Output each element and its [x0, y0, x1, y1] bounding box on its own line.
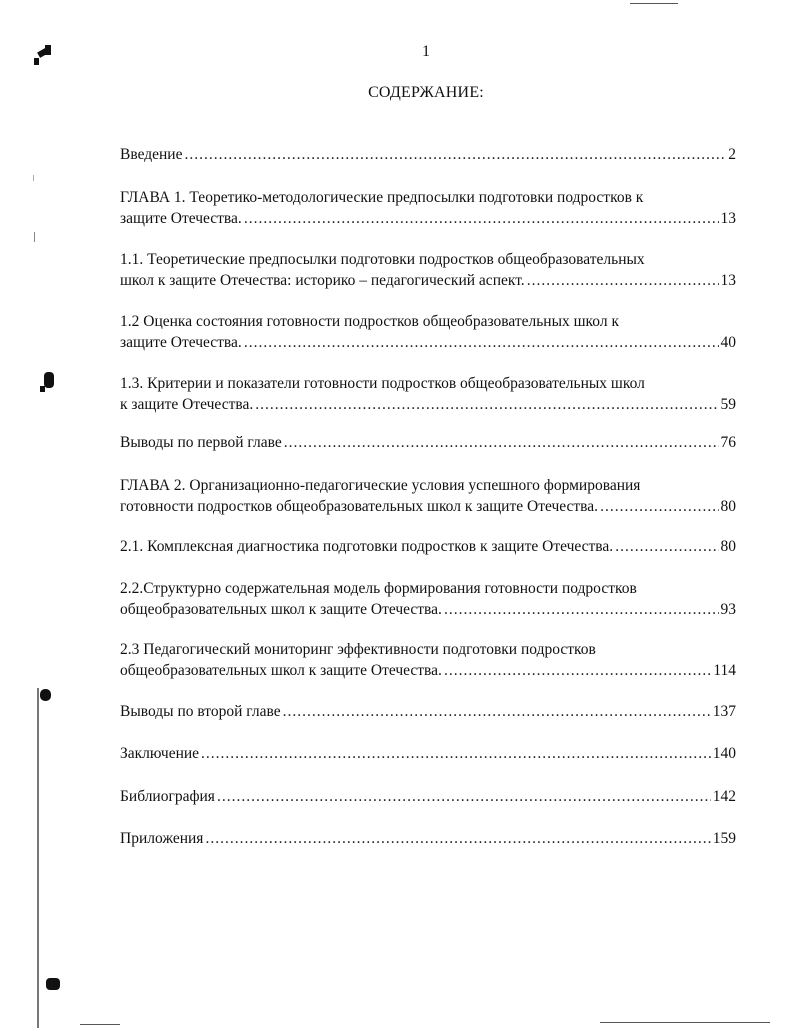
scan-mark-3 [34, 58, 39, 65]
toc-entry-title-line: 1.1. Теоретические предпосылки подготовки подростков общеобразовательных [120, 251, 645, 268]
toc-page-number: 140 [712, 745, 736, 762]
toc-entry-title-line: ГЛАВА 1. Теоретико-методологические предпосылки подготовки подростков к [120, 189, 644, 206]
scan-mark-8 [46, 978, 60, 990]
leader-dots [201, 743, 711, 764]
toc-entry-conclusion[interactable] [120, 743, 736, 764]
leader-dots [600, 496, 718, 517]
scan-line-bottom-left [80, 1024, 120, 1025]
leader-dots [527, 270, 719, 291]
toc-entry-line [120, 332, 736, 353]
toc-entry-section-1-1[interactable] [120, 249, 736, 291]
leader-dots [255, 394, 718, 415]
toc-page-number: 80 [720, 538, 736, 555]
toc-entry-title: Приложения [120, 830, 204, 847]
toc-entry-title: Заключение [120, 745, 200, 762]
toc-entry-line [120, 786, 736, 807]
toc-entry-section-2-2[interactable] [120, 578, 736, 620]
toc-page-number: 142 [712, 788, 736, 805]
toc-page-number: 93 [720, 601, 736, 618]
toc-entry-title: Введение [120, 146, 183, 163]
leader-dots [444, 599, 719, 620]
toc-entry-conclusions-chapter-1[interactable] [120, 432, 736, 453]
toc-entry-section-2-1[interactable] [120, 536, 736, 557]
leader-dots [244, 332, 719, 353]
scan-mark-5 [40, 386, 45, 392]
toc-page-number: 59 [720, 396, 736, 413]
toc-entry-section-1-3[interactable] [120, 373, 736, 415]
toc-entry-line [120, 496, 736, 517]
toc-entry-chapter-1[interactable] [120, 187, 736, 229]
scan-mark-9 [34, 232, 35, 242]
toc-entry-line [120, 660, 736, 681]
toc-entry-title: Выводы по второй главе [120, 703, 281, 720]
toc-entry-conclusions-chapter-2[interactable] [120, 701, 736, 722]
toc-entry-line [120, 144, 736, 165]
toc-entry-title: 2.1. Комплексная диагностика подготовки подростков к защите Отечества. [120, 538, 614, 555]
toc-page-number: 114 [713, 662, 736, 679]
toc-entry-title: защите Отечества. [120, 334, 242, 351]
toc-page-number: 80 [720, 498, 736, 515]
toc-entry-title-line: 2.2.Структурно содержательная модель формирования готовности подростков [120, 580, 637, 597]
scan-mark-4 [44, 372, 54, 388]
toc-entry-title: Библиография [120, 788, 215, 805]
toc-entry-introduction[interactable] [120, 144, 736, 165]
toc-entry-appendices[interactable] [120, 828, 736, 849]
scan-mark-7 [37, 688, 39, 1028]
leader-dots [205, 828, 710, 849]
toc-page-number: 13 [720, 210, 736, 227]
toc-page-number: 76 [720, 434, 736, 451]
toc-page-number: 137 [712, 703, 736, 720]
toc-entry-title: общеобразовательных школ к защите Отечества. [120, 662, 442, 679]
scan-line-bottom-right [600, 1022, 770, 1023]
toc-entry-section-1-2[interactable] [120, 311, 736, 353]
toc-entry-line [120, 270, 736, 291]
toc-entry-section-2-3[interactable] [120, 639, 736, 681]
leader-dots [244, 208, 719, 229]
toc-entry-line [120, 828, 736, 849]
toc-page-number: 13 [720, 272, 736, 289]
leader-dots [184, 144, 726, 165]
toc-entry-title-line: 1.3. Критерии и показатели готовности подростков общеобразовательных школ [120, 375, 645, 392]
toc-entry-line [120, 536, 736, 557]
toc-entry-title: Выводы по первой главе [120, 434, 282, 451]
scan-line-top [630, 3, 678, 4]
toc-entry-title: к защите Отечества. [120, 396, 254, 413]
leader-dots [283, 701, 711, 722]
leader-dots [284, 432, 719, 453]
toc-entry-line [120, 599, 736, 620]
toc-entry-title-line: 2.3 Педагогический мониторинг эффективности подготовки подростков [120, 641, 596, 658]
toc-entry-title: защите Отечества. [120, 210, 242, 227]
toc-entry-line [120, 432, 736, 453]
scan-mark-2 [45, 45, 51, 55]
toc-entry-line [120, 701, 736, 722]
toc-page-number: 40 [720, 334, 736, 351]
leader-dots [615, 536, 718, 557]
toc-entry-chapter-2[interactable] [120, 475, 736, 517]
leader-dots [217, 786, 711, 807]
scan-mark-10 [33, 175, 34, 181]
page-number: 1 [422, 43, 430, 60]
toc-entry-title: готовности подростков общеобразовательных школ к защите Отечества. [120, 498, 599, 515]
scan-mark-6 [40, 689, 51, 701]
toc-entry-line [120, 743, 736, 764]
leader-dots [444, 660, 711, 681]
toc-entry-title-line: ГЛАВА 2. Организационно-педагогические условия успешного формирования [120, 477, 641, 494]
toc-entry-title-line: 1.2 Оценка состояния готовности подростков общеобразовательных школ к [120, 313, 619, 330]
toc-entry-bibliography[interactable] [120, 786, 736, 807]
toc-entry-line [120, 208, 736, 229]
toc-page-number: 2 [728, 146, 736, 163]
toc-entry-title: школ к защите Отечества: историко – педагогический аспект. [120, 272, 525, 289]
toc-entry-line [120, 394, 736, 415]
page-title: СОДЕРЖАНИЕ: [368, 84, 484, 101]
toc-page-number: 159 [712, 830, 736, 847]
toc-entry-title: общеобразовательных школ к защите Отечества. [120, 601, 442, 618]
